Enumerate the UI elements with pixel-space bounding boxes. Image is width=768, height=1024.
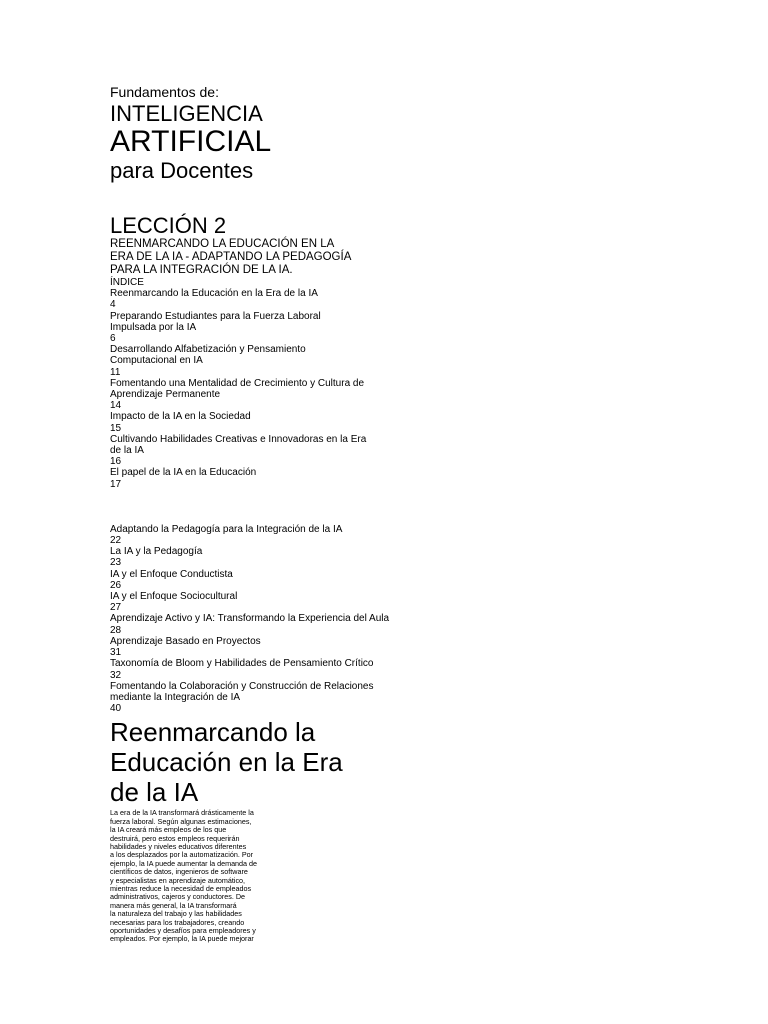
- toc-entry-page: 17: [110, 478, 122, 490]
- toc-entry-title: de la IA: [110, 445, 144, 457]
- body-line: oportunidades y desafíos para empleadores y: [110, 926, 256, 935]
- toc-entry-page: 6: [110, 333, 116, 345]
- toc-entry-page: 11: [110, 366, 121, 378]
- index-label: ÍNDICE: [110, 277, 144, 288]
- toc-entry-page: 16: [110, 456, 122, 468]
- toc-entry-title: Computacional en IA: [110, 355, 203, 367]
- body-line: habilidades y niveles educativos diferentes: [110, 841, 247, 851]
- toc-entry-page: 15: [110, 422, 122, 434]
- toc-part-1: [110, 288, 710, 490]
- toc-entry[interactable]: [110, 378, 400, 412]
- section-title-line: de la IA: [110, 777, 199, 808]
- lesson-subtitle-line: REENMARCANDO LA EDUCACIÓN EN LA: [110, 238, 335, 250]
- toc-entry-title: Reenmarcando la Educación en la Era de la IA: [110, 288, 318, 300]
- body-line: La era de la IA transformará drásticamente la: [110, 808, 254, 818]
- toc-entry-page: 23: [110, 557, 122, 569]
- toc-entry[interactable]: [110, 467, 400, 489]
- toc-entry-title: Taxonomía de Bloom y Habilidades de Pensamiento Crítico: [110, 658, 374, 670]
- toc-entry-title: Preparando Estudiantes para la Fuerza Laboral: [110, 310, 321, 322]
- toc-entry[interactable]: [110, 613, 400, 635]
- body-line: la naturaleza del trabajo y las habilidades: [110, 909, 242, 919]
- toc-entry-title: Aprendizaje Basado en Proyectos: [110, 635, 261, 647]
- toc-entry-title: Adaptando la Pedagogía para la Integración de la IA: [110, 523, 343, 535]
- toc-entry-title: Impulsada por la IA: [110, 321, 197, 333]
- toc-entry-title: Fomentando una Mentalidad de Crecimiento y Cultura de: [110, 377, 365, 389]
- toc-entry-page: 27: [110, 602, 122, 614]
- toc-entry-title: El papel de la IA en la Educación: [110, 467, 257, 479]
- toc-entry-title: Desarrollando Alfabetización y Pensamiento: [110, 344, 306, 356]
- toc-entry[interactable]: [110, 434, 400, 468]
- toc-entry[interactable]: [110, 411, 400, 433]
- cover-kicker: Fundamentos de:: [110, 84, 219, 100]
- section-title-line: Reenmarcando la: [110, 717, 316, 748]
- document-page: [110, 84, 710, 944]
- toc-entry-page: 40: [110, 703, 122, 715]
- body-line: administrativos, cajeros y conductores. De: [110, 892, 246, 902]
- section-body-text: [110, 809, 272, 944]
- toc-entry-page: 14: [110, 400, 122, 412]
- section-title-line: Educación en la Era: [110, 747, 343, 778]
- lesson-subtitle-line: ERA DE LA IA - ADAPTANDO LA PEDAGOGÍA: [110, 251, 352, 263]
- toc-entry-page: 26: [110, 579, 122, 591]
- toc-entry-page: 31: [110, 647, 122, 659]
- body-line: necesarias para los trabajadores, creando: [110, 917, 245, 927]
- table-of-contents: [110, 277, 710, 714]
- body-line: científicos de datos, ingenieros de software: [110, 867, 248, 877]
- toc-entry-title: Fomentando la Colaboración y Construcción de Relaciones: [110, 680, 374, 692]
- toc-entry-title: Impacto de la IA en la Sociedad: [110, 411, 251, 423]
- toc-entry[interactable]: [110, 288, 400, 310]
- toc-entry[interactable]: [110, 591, 400, 613]
- cover-title-line3: para Docentes: [110, 158, 254, 183]
- body-line: mientras reduce la necesidad de empleados: [110, 883, 252, 893]
- body-line: a los desplazados por la automatización. Por: [110, 850, 254, 860]
- toc-entry[interactable]: [110, 681, 400, 715]
- body-line: destruirá, pero estos empleos requerirán: [110, 833, 240, 843]
- toc-entry[interactable]: [110, 636, 400, 658]
- toc-entry-title: IA y el Enfoque Sociocultural: [110, 591, 238, 603]
- body-line: ejemplo, la IA puede aumentar la demanda de: [110, 858, 258, 868]
- body-line: fuerza laboral. Según algunas estimaciones,: [110, 816, 252, 826]
- body-line: la IA creará más empleos de los que: [110, 825, 227, 835]
- cover-title-line2: ARTIFICIAL: [110, 125, 272, 158]
- toc-entry-page: 32: [110, 669, 122, 681]
- toc-entry-page: 4: [110, 299, 116, 311]
- toc-entry-page: 28: [110, 624, 122, 636]
- toc-gap: [110, 490, 710, 524]
- toc-entry-title: Cultivando Habilidades Creativas e Innovadoras en la Era: [110, 433, 367, 445]
- section-title: [110, 717, 390, 807]
- toc-entry-page: 22: [110, 535, 122, 547]
- toc-entry[interactable]: [110, 311, 400, 345]
- lesson-number: LECCIÓN 2: [110, 213, 227, 238]
- toc-entry-title: Aprendizaje Activo y IA: Transformando la Experiencia del Aula: [110, 613, 390, 625]
- toc-part-2: [110, 524, 710, 714]
- toc-entry[interactable]: [110, 524, 400, 546]
- toc-entry-title: IA y el Enfoque Conductista: [110, 568, 233, 580]
- toc-entry[interactable]: [110, 569, 400, 591]
- toc-entry-title: La IA y la Pedagogía: [110, 546, 203, 558]
- body-line: manera más general, la IA transformará: [110, 900, 237, 910]
- toc-entry-title: mediante la Integración de IA: [110, 691, 241, 703]
- toc-entry[interactable]: [110, 546, 400, 568]
- toc-entry[interactable]: [110, 344, 400, 378]
- lesson-subtitle-line: PARA LA INTEGRACIÓN DE LA IA.: [110, 264, 293, 276]
- cover-title-line1: INTELIGENCIA: [110, 101, 263, 126]
- toc-entry-title: Aprendizaje Permanente: [110, 389, 221, 401]
- body-line: y especialistas en aprendizaje automático,: [110, 875, 246, 885]
- toc-entry[interactable]: [110, 658, 400, 680]
- lesson-subtitle: [110, 238, 370, 277]
- body-line: empleados. Por ejemplo, la IA puede mejorar: [110, 934, 254, 944]
